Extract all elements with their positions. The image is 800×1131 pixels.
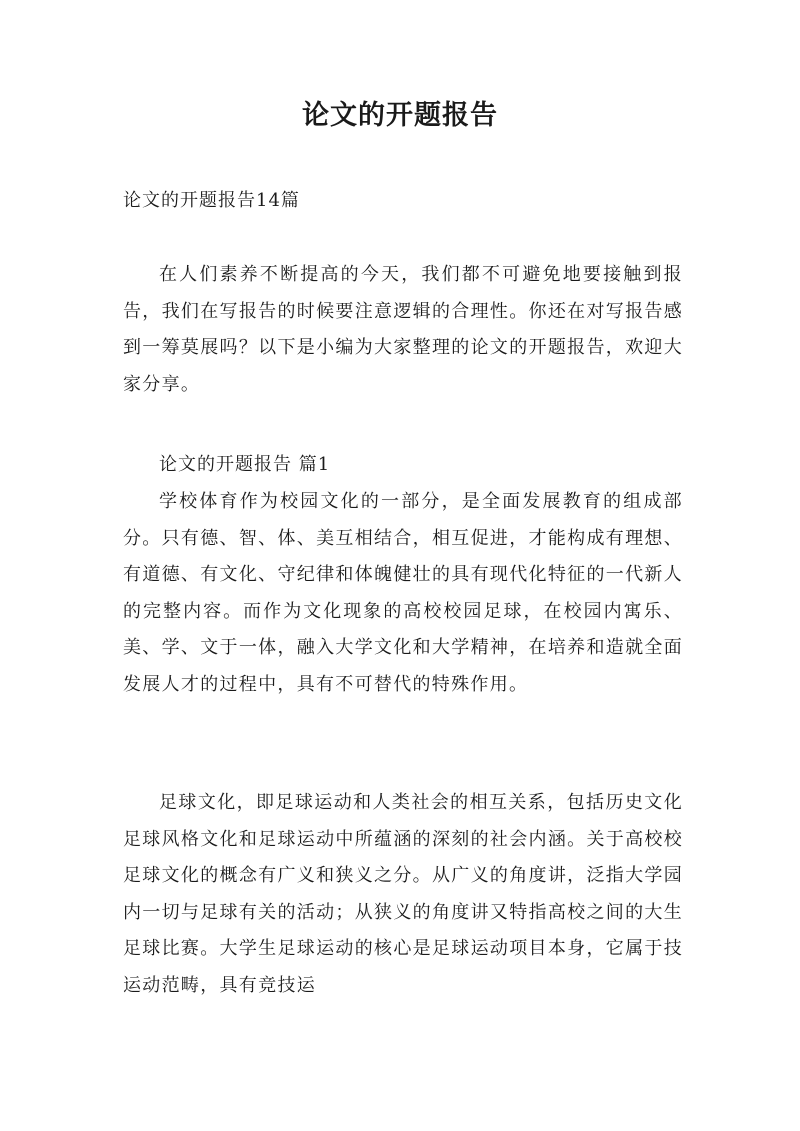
body-paragraph: 学校体育作为校园文化的一部分，是全面发展教育的组成部分。只有德、智、体、美互相结合，相互促进，才能构成有理想、有道德、有文化、守纪律和体魄健壮的具有现代化特征的一代新人的完整内容。而作为文化现象的高校校园足球，在校园内寓乐、美、学、文于一体，融入大学文化和大学精神，在培养和造就全面发展人才的过程中，具有不可替代的特殊作用。 — [123, 491, 683, 695]
paragraph-1-block — [123, 484, 683, 703]
document-title: 论文的开题报告 — [302, 100, 498, 131]
body-paragraph: 足球文化，即足球运动和人类社会的相互关系，包括历史文化足球风格文化和足球运动中所蕴涵的深刻的社会内涵。关于高校校足球文化的概念有广义和狭义之分。从广义的角度讲，泛指大学园内一切与足球有关的活动；从狭义的角度讲又特指高校之间的大生足球比赛。大学生足球运动的核心是足球运动项目本身，它属于技运动范畴，具有竞技运 — [123, 792, 683, 996]
intro-paragraph: 在人们素养不断提高的今天，我们都不可避免地要接触到报告，我们在写报告的时候要注意逻辑的合理性。你还在对写报告感到一筹莫展吗？以下是小编为大家整理的论文的开题报告，欢迎大家分享。 — [123, 264, 683, 395]
intro-paragraph-block — [123, 257, 683, 403]
paragraph-2-block — [123, 785, 683, 1004]
document-subtitle: 论文的开题报告14篇 — [123, 190, 300, 211]
section-heading: 论文的开题报告 篇1 — [159, 454, 331, 475]
